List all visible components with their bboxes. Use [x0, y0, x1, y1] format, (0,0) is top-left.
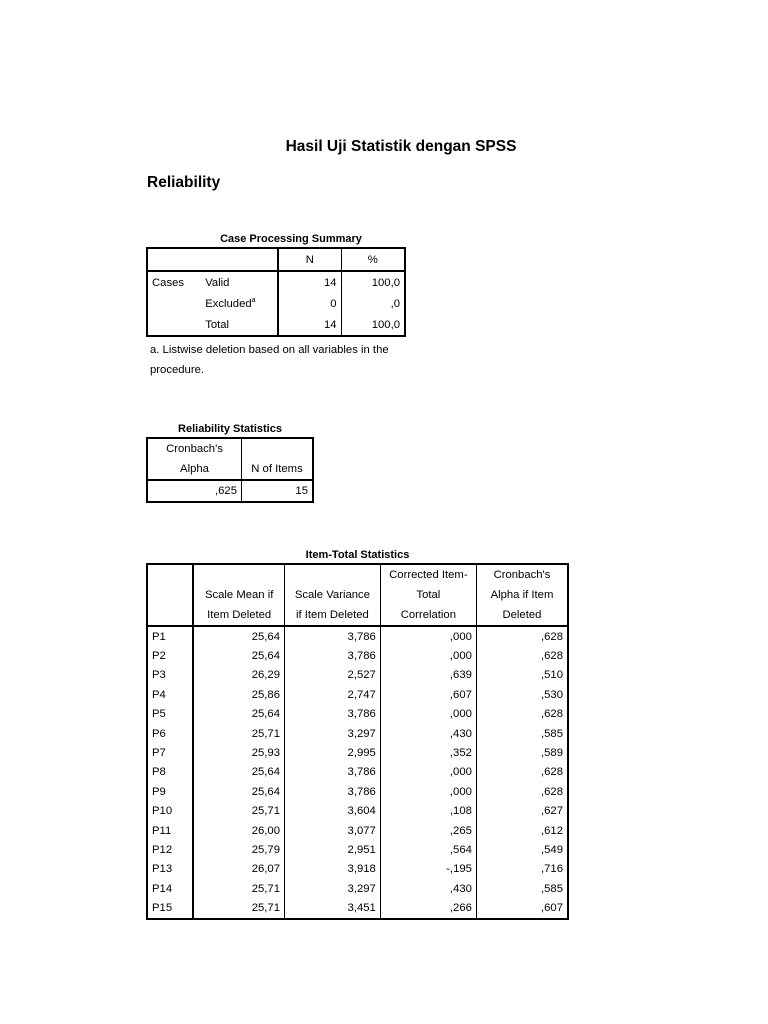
col-header-scale-mean: Item Deleted: [193, 605, 284, 626]
case-processing-caption: Case Processing Summary: [220, 233, 362, 245]
cell-scale-mean: 25,64: [193, 646, 284, 665]
cell-item: P4: [152, 688, 166, 701]
cell-scale-variance: 3,297: [285, 724, 381, 743]
cell-alpha-if-deleted: ,628: [476, 763, 568, 782]
col-header-corrected: Corrected Item-: [380, 564, 476, 585]
footnote-line: a. Listwise deletion based on all variables in the: [150, 344, 389, 356]
cell-corrected-correlation: ,430: [380, 879, 476, 898]
cell-corrected-correlation: ,266: [380, 898, 476, 918]
cell-pct: ,0: [341, 293, 405, 314]
cell-alpha-if-deleted: ,716: [476, 860, 568, 879]
case-processing-footnote: [150, 340, 410, 380]
cell-scale-variance: 3,786: [285, 705, 381, 724]
cell-scale-mean: 25,86: [193, 685, 284, 704]
cell-n: 14: [278, 271, 341, 293]
document-title: Hasil Uji Statistik dengan SPSS: [285, 138, 517, 155]
cell-scale-mean: 25,71: [193, 724, 284, 743]
cell-pct: 100,0: [341, 314, 405, 336]
table-row: [147, 802, 568, 821]
cell-corrected-correlation: ,000: [380, 646, 476, 665]
cell-scale-variance: 3,786: [285, 763, 381, 782]
col-header-n: N: [278, 248, 341, 271]
table-header-row: [147, 438, 313, 459]
cell-corrected-correlation: ,265: [380, 821, 476, 840]
cell-scale-variance: 3,451: [285, 898, 381, 918]
cell-corrected-correlation: ,607: [380, 685, 476, 704]
cell-n-items: 15: [242, 480, 314, 502]
col-header-alpha-deleted: Cronbach's: [476, 564, 568, 585]
cell-item: P2: [152, 650, 166, 663]
table-row: [147, 626, 568, 646]
cell-scale-mean: 25,64: [193, 626, 284, 646]
table-row: [147, 666, 568, 685]
cell-scale-variance: 2,951: [285, 840, 381, 859]
cell-scale-variance: 3,077: [285, 821, 381, 840]
col-header-scale-variance: Scale Variance: [285, 585, 381, 605]
table-row: [147, 293, 405, 314]
cell-scale-variance: 2,747: [285, 685, 381, 704]
cell-alpha-if-deleted: ,628: [476, 705, 568, 724]
cell-corrected-correlation: ,000: [380, 626, 476, 646]
cell-scale-mean: 26,29: [193, 666, 284, 685]
cell-alpha-if-deleted: ,607: [476, 898, 568, 918]
row-label: [201, 293, 278, 314]
cell-corrected-correlation: ,430: [380, 724, 476, 743]
cell-scale-mean: 25,79: [193, 840, 284, 859]
cell-scale-variance: 3,786: [285, 646, 381, 665]
col-header-alpha-deleted: Alpha if Item: [476, 585, 568, 605]
table-row: [147, 724, 568, 743]
cell-scale-variance: 3,604: [285, 802, 381, 821]
cell-alpha-if-deleted: ,628: [476, 626, 568, 646]
cell-item: P7: [152, 747, 166, 760]
cell-scale-mean: 25,71: [193, 898, 284, 918]
row-group-label: Cases: [152, 276, 185, 289]
cell-scale-variance: 3,918: [285, 860, 381, 879]
cell-corrected-correlation: ,000: [380, 782, 476, 801]
col-header-scale-variance: if Item Deleted: [285, 605, 381, 626]
cell-scale-mean: 25,64: [193, 782, 284, 801]
col-header-alpha: Alpha: [147, 459, 242, 480]
table-header-row: [147, 564, 568, 585]
table-row: [147, 314, 405, 336]
case-processing-table: [146, 247, 406, 337]
cell-alpha-if-deleted: ,628: [476, 646, 568, 665]
cell-scale-variance: 3,786: [285, 626, 381, 646]
cell-corrected-correlation: ,000: [380, 763, 476, 782]
table-row: [147, 898, 568, 918]
cell-item: P8: [152, 766, 166, 779]
cell-alpha-if-deleted: ,589: [476, 743, 568, 762]
cell-alpha-if-deleted: ,627: [476, 802, 568, 821]
cell-alpha-if-deleted: ,585: [476, 879, 568, 898]
row-label: Valid: [205, 276, 230, 289]
cell-item: P15: [152, 902, 173, 915]
table-row: [147, 685, 568, 704]
cell-scale-variance: 2,527: [285, 666, 381, 685]
table-row: [147, 860, 568, 879]
table-row: [147, 480, 313, 502]
cell-alpha-if-deleted: ,530: [476, 685, 568, 704]
col-header-n-items: N of Items: [242, 459, 314, 480]
reliability-stats-table: [146, 437, 314, 503]
cell-item: P6: [152, 727, 166, 740]
col-header-alpha-deleted: Deleted: [476, 605, 568, 626]
cell-item: P12: [152, 843, 173, 856]
table-row: [147, 840, 568, 859]
col-header-corrected: Total: [380, 585, 476, 605]
section-heading: Reliability: [147, 174, 221, 191]
cell-n: 0: [278, 293, 341, 314]
cell-corrected-correlation: ,639: [380, 666, 476, 685]
cell-scale-mean: 25,71: [193, 879, 284, 898]
cell-item: P10: [152, 805, 173, 818]
cell-scale-mean: 26,07: [193, 860, 284, 879]
cell-item: P5: [152, 708, 166, 721]
table-row: [147, 879, 568, 898]
cell-alpha-if-deleted: ,510: [476, 666, 568, 685]
cell-item: P3: [152, 669, 166, 682]
cell-alpha-if-deleted: ,585: [476, 724, 568, 743]
row-label: Total: [205, 318, 230, 331]
row-label-text: Excluded: [205, 297, 252, 310]
cell-corrected-correlation: ,108: [380, 802, 476, 821]
table-row: [147, 271, 405, 293]
table-row: [147, 821, 568, 840]
cell-item: P1: [152, 630, 166, 643]
cell-n: 14: [278, 314, 341, 336]
table-row: [147, 646, 568, 665]
cell-scale-variance: 3,786: [285, 782, 381, 801]
cell-item: P14: [152, 882, 173, 895]
cell-scale-mean: 26,00: [193, 821, 284, 840]
cell-scale-variance: 3,297: [285, 879, 381, 898]
col-header-scale-mean: Scale Mean if: [193, 585, 284, 605]
col-header-pct: %: [341, 248, 405, 271]
cell-scale-mean: 25,71: [193, 802, 284, 821]
table-row: [147, 743, 568, 762]
cell-item: P11: [152, 824, 172, 837]
cell-corrected-correlation: ,352: [380, 743, 476, 762]
col-header-corrected: Correlation: [380, 605, 476, 626]
footnote-line: procedure.: [150, 364, 205, 376]
cell-scale-variance: 2,995: [285, 743, 381, 762]
table-header-row: [147, 459, 313, 480]
cell-corrected-correlation: ,000: [380, 705, 476, 724]
cell-alpha: ,625: [215, 485, 237, 497]
cell-scale-mean: 25,64: [193, 763, 284, 782]
cell-item: P13: [152, 863, 173, 876]
item-total-caption: Item-Total Statistics: [305, 549, 410, 561]
table-row: [147, 763, 568, 782]
table-row: [147, 705, 568, 724]
table-header-row: [147, 605, 568, 626]
table-row: [147, 782, 568, 801]
item-total-table: [146, 563, 569, 920]
cell-alpha-if-deleted: ,628: [476, 782, 568, 801]
cell-alpha-if-deleted: ,549: [476, 840, 568, 859]
cell-scale-mean: 25,64: [193, 705, 284, 724]
cell-alpha-if-deleted: ,612: [476, 821, 568, 840]
table-header-row: [147, 248, 405, 271]
cell-item: P9: [152, 785, 166, 798]
cell-pct: 100,0: [341, 271, 405, 293]
cell-corrected-correlation: ,564: [380, 840, 476, 859]
table-header-row: [147, 585, 568, 605]
col-header-alpha: Cronbach's: [166, 443, 223, 455]
reliability-stats-caption: Reliability Statistics: [178, 423, 282, 435]
cell-scale-mean: 25,93: [193, 743, 284, 762]
footnote-marker: a: [251, 297, 256, 305]
cell-corrected-correlation: -,195: [380, 860, 476, 879]
